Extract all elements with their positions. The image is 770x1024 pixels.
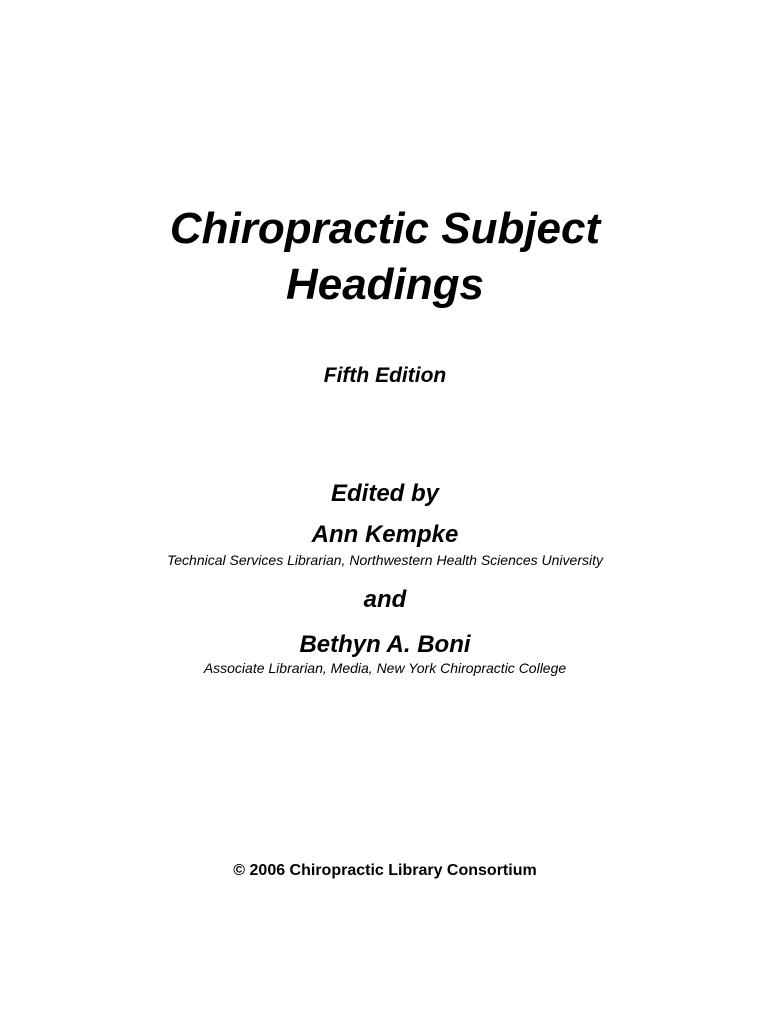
editor-affiliation-1: Technical Services Librarian, Northwestern Health Sciences University xyxy=(166,552,603,568)
editor-affiliation-2: Associate Librarian, Media, New York Chiropractic College xyxy=(203,660,567,676)
edited-by-label: Edited by xyxy=(330,480,439,507)
conjunction-label: and xyxy=(363,586,407,613)
document-title-line-2: Headings xyxy=(285,260,485,309)
copyright-notice: © 2006 Chiropractic Library Consortium xyxy=(233,862,537,879)
edition-label: Fifth Edition xyxy=(323,364,447,387)
editor-name-2: Bethyn A. Boni xyxy=(299,631,471,658)
editor-name-1: Ann Kempke xyxy=(311,521,459,548)
document-title-line-1: Chiropractic Subject xyxy=(169,204,601,253)
